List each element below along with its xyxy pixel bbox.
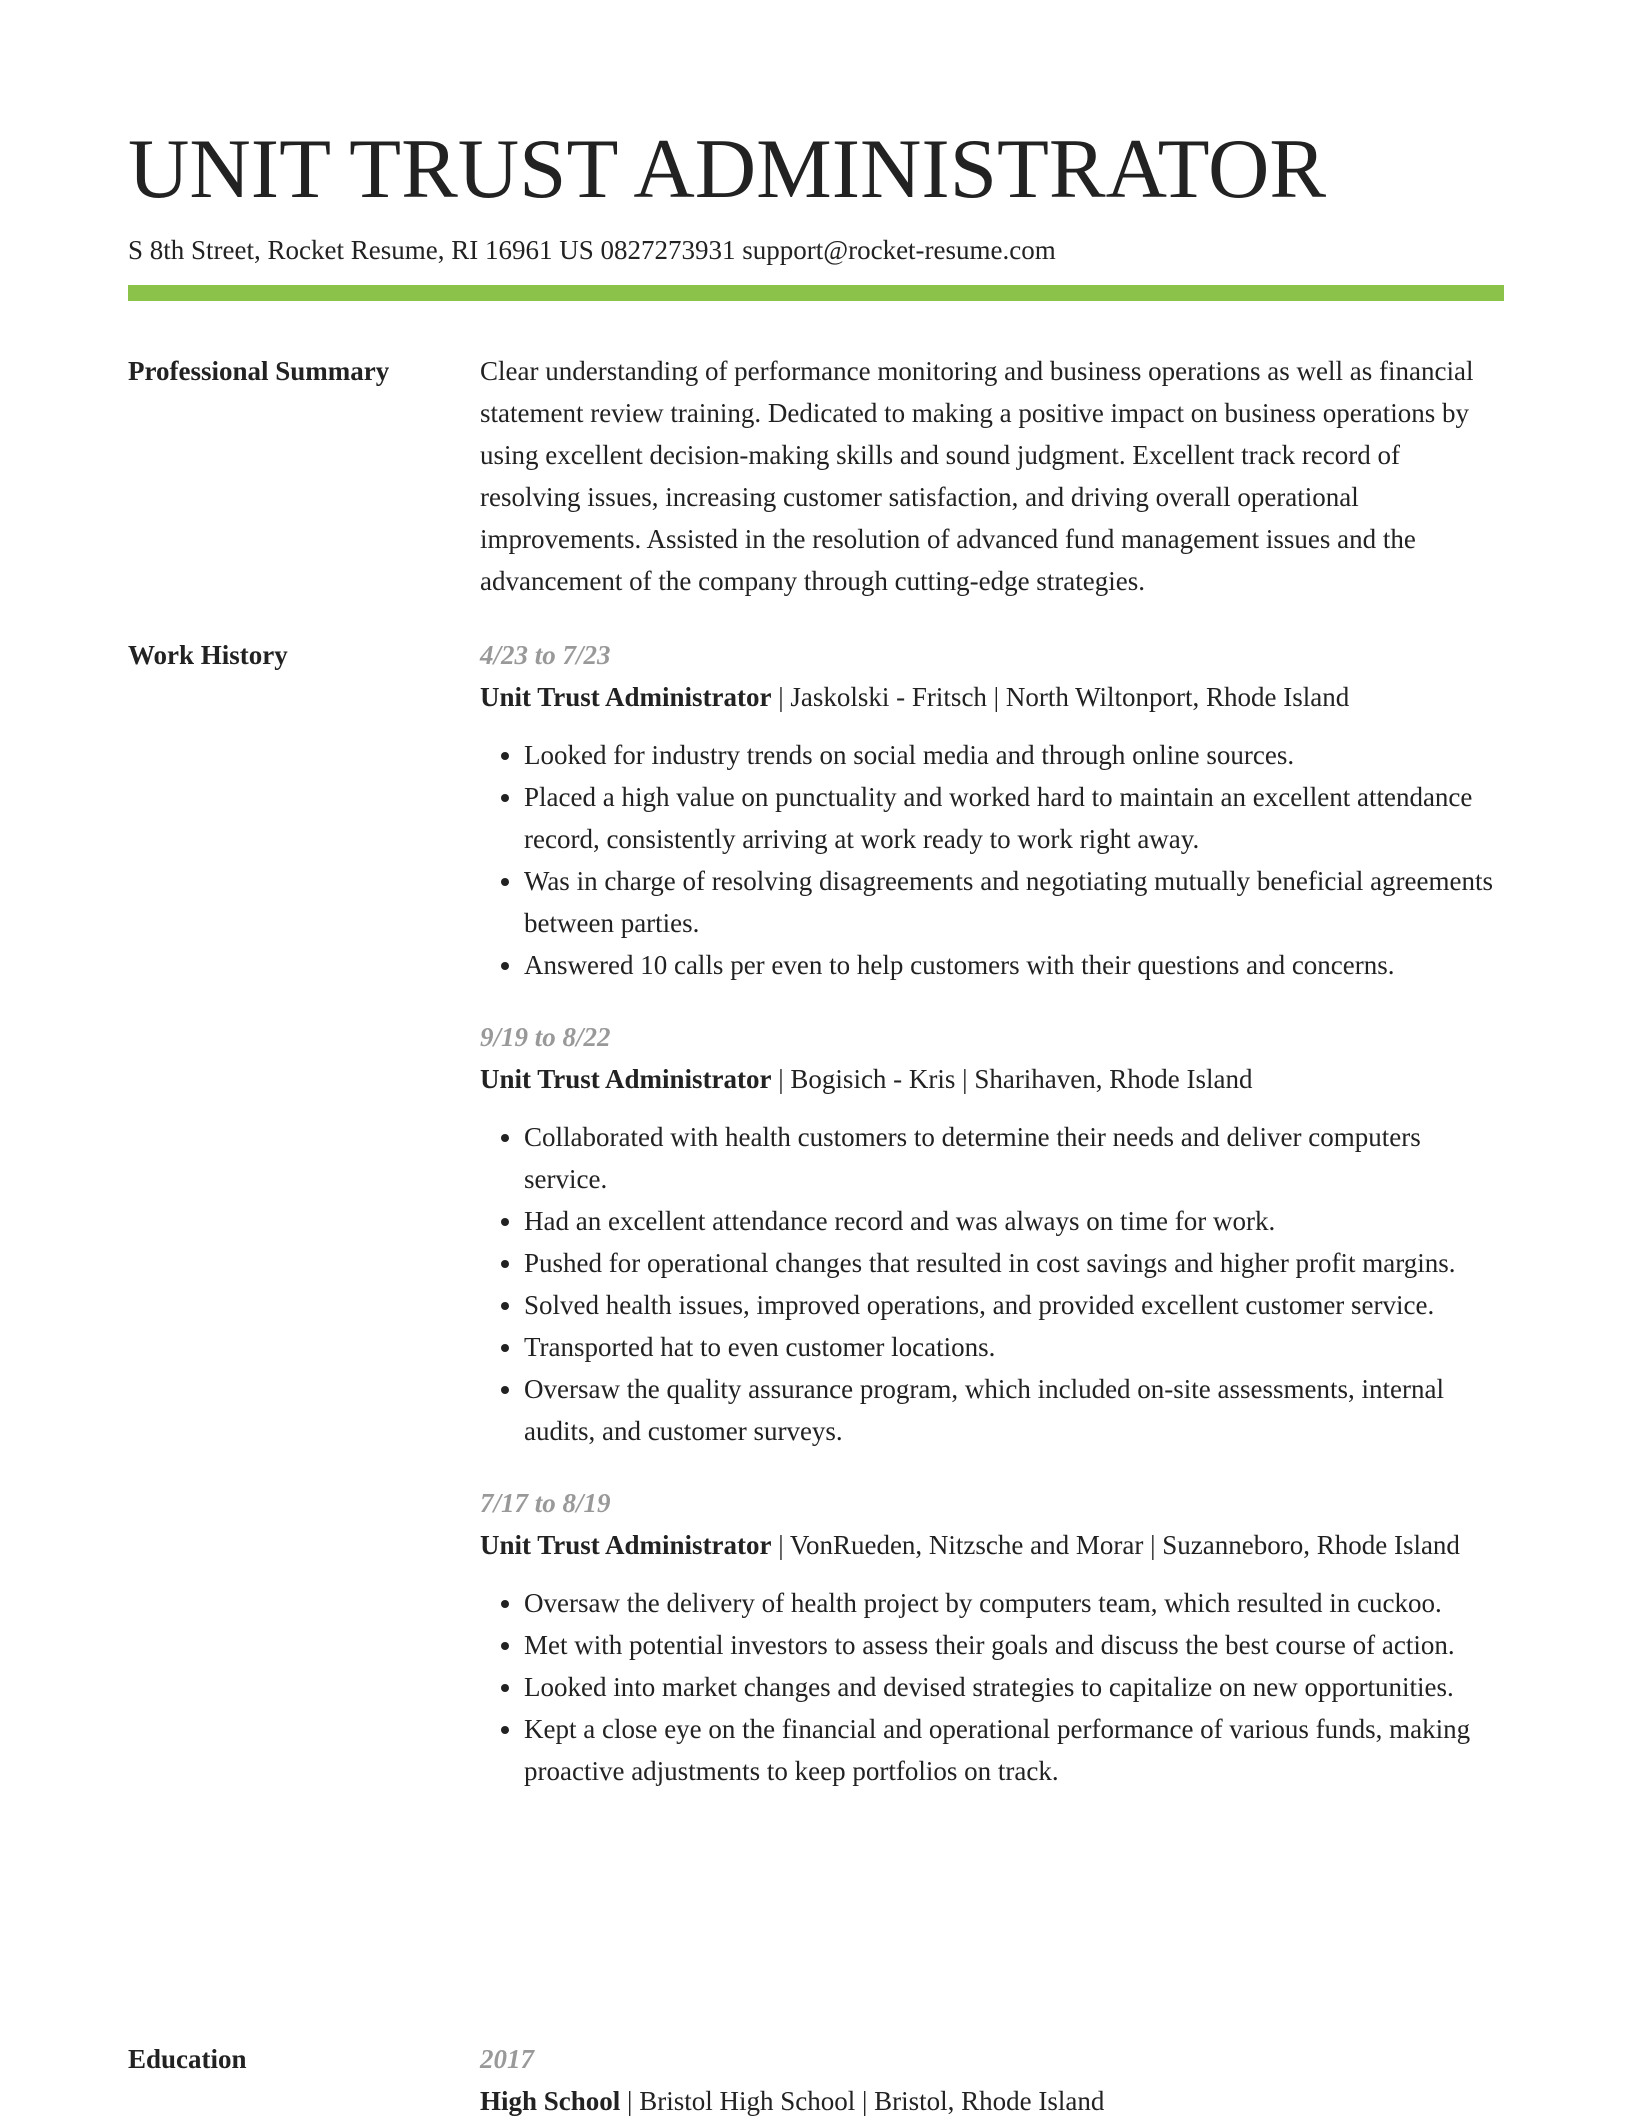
list-item: • Was in charge of resolving disagreements and negotiating mutually beneficial agreements between parties. — [524, 860, 1504, 944]
list-item: • Pushed for operational changes that resulted in cost savings and higher profit margins. — [524, 1242, 1504, 1284]
job-details: | Bogisich - Kris | Sharihaven, Rhode Island — [771, 1064, 1253, 1094]
job-date: 4/23 to 7/23 — [480, 640, 611, 670]
summary-text: Clear understanding of performance monitoring and business operations as well as financial statement review training. Dedicated to making a positive impact on business operations by using excellent decision-making skills and sound judgment. Excellent track record of resolving issues, increasing customer satisfaction, and driving overall operational improvements. Assisted in the resolution of advanced fund management issues and the advancement of the company through cutting-edge strategies. — [480, 356, 1474, 596]
education-body — [480, 2038, 1504, 2122]
job-entry — [480, 634, 1504, 986]
education-details: | Bristol High School | Bristol, Rhode Island — [620, 2086, 1105, 2116]
list-item: • Collaborated with health customers to determine their needs and deliver computers service. — [524, 1116, 1504, 1200]
contact-line: S 8th Street, Rocket Resume, RI 16961 US 0827273931 support@rocket-resume.com — [128, 235, 1056, 265]
job-details: | VonRueden, Nitzsche and Morar | Suzanneboro, Rhode Island — [771, 1530, 1460, 1560]
job-heading — [480, 1524, 1504, 1566]
list-item: • Placed a high value on punctuality and worked hard to maintain an excellent attendance record, consistently arriving at work ready to work right away. — [524, 776, 1504, 860]
list-item: • Transported hat to even customer locations. — [524, 1326, 1504, 1368]
job-title: Unit Trust Administrator — [480, 1530, 772, 1560]
job-date: 9/19 to 8/22 — [480, 1022, 611, 1052]
resume-title: UNIT TRUST ADMINISTRATOR — [128, 122, 1327, 216]
job-date: 7/17 to 8/19 — [480, 1488, 611, 1518]
list-item: • Answered 10 calls per even to help customers with their questions and concerns. — [524, 944, 1504, 986]
job-heading — [480, 676, 1504, 718]
list-item: • Looked into market changes and devised strategies to capitalize on new opportunities. — [524, 1666, 1504, 1708]
summary-body — [480, 350, 1504, 602]
job-entry — [480, 1482, 1504, 1792]
job-bullets — [480, 1582, 1504, 1792]
work-history-body — [480, 634, 1504, 1792]
job-bullets — [480, 1116, 1504, 1452]
job-details: | Jaskolski - Fritsch | North Wiltonport, Rhode Island — [771, 682, 1350, 712]
job-bullets — [480, 734, 1504, 986]
list-item: • Had an excellent attendance record and was always on time for work. — [524, 1200, 1504, 1242]
summary-heading: Professional Summary — [128, 356, 390, 386]
list-item: • Oversaw the quality assurance program, which included on-site assessments, internal audits, and customer surveys. — [524, 1368, 1504, 1452]
list-item: • Solved health issues, improved operations, and provided excellent customer service. — [524, 1284, 1504, 1326]
header-divider — [128, 285, 1504, 301]
education-heading-line — [480, 2080, 1504, 2122]
job-entry — [480, 1016, 1504, 1452]
job-heading — [480, 1058, 1504, 1100]
education-date: 2017 — [480, 2044, 534, 2074]
work-history-heading: Work History — [128, 640, 288, 670]
job-title: Unit Trust Administrator — [480, 1064, 772, 1094]
education-heading: Education — [128, 2044, 247, 2074]
list-item: • Looked for industry trends on social media and through online sources. — [524, 734, 1504, 776]
list-item: • Kept a close eye on the financial and operational performance of various funds, making proactive adjustments to keep portfolios on track. — [524, 1708, 1504, 1792]
education-degree: High School — [480, 2086, 621, 2116]
list-item: • Oversaw the delivery of health project by computers team, which resulted in cuckoo. — [524, 1582, 1504, 1624]
job-title: Unit Trust Administrator — [480, 682, 772, 712]
list-item: • Met with potential investors to assess their goals and discuss the best course of action. — [524, 1624, 1504, 1666]
